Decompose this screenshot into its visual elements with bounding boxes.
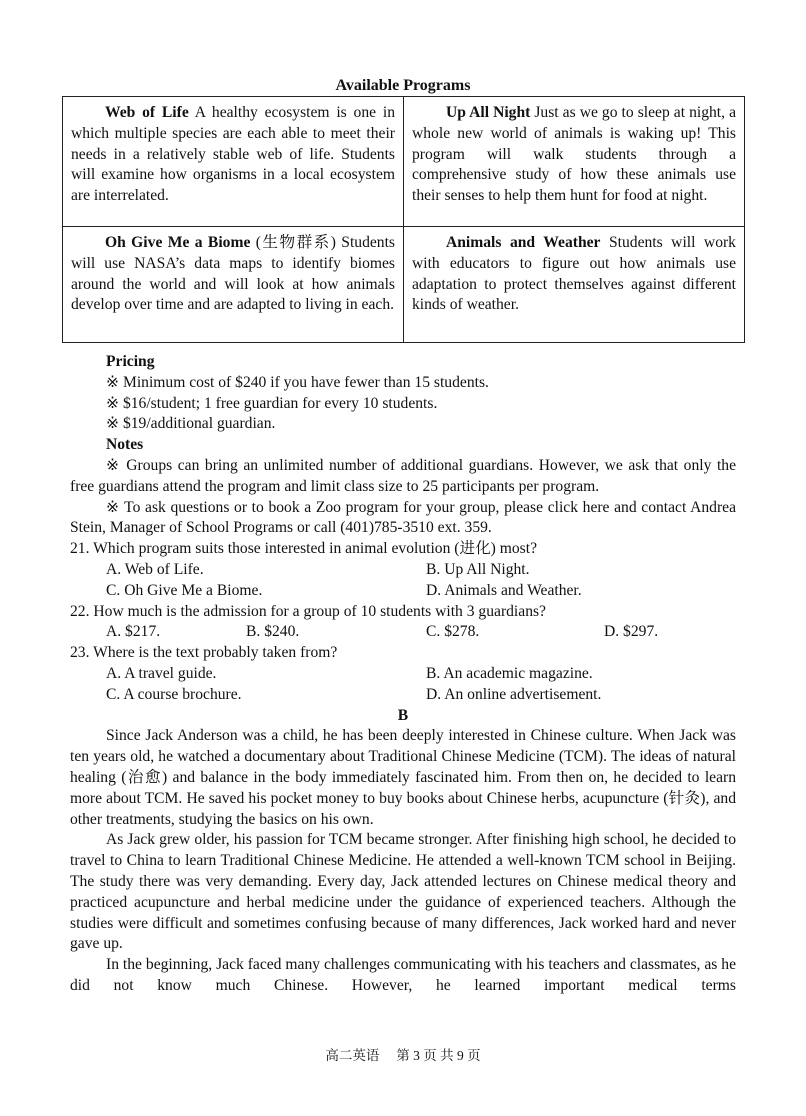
option: B. Up All Night. <box>426 560 530 578</box>
program-desc: (生物群系) Students will use NASA’s data maps to identify biomes around the world and will look at how animals develop over time and are adapted to living in each. <box>71 234 396 314</box>
program-cell-animals-weather <box>404 227 745 343</box>
passage-paragraph: In the beginning, Jack faced many challenges communicating with his teachers and classmates, as he did not know much Chinese. However, he learned important medical terms <box>70 956 736 994</box>
question-options <box>70 622 736 643</box>
pricing-item: ※ $16/student; 1 free guardian for every 10 students. <box>106 394 438 412</box>
question-stem: 21. Which program suits those interested in animal evolution (进化) most? <box>70 540 538 558</box>
option: C. $278. <box>426 623 480 641</box>
option: D. An online advertisement. <box>426 685 602 703</box>
question-stem: 22. How much is the admission for a group of 10 students with 3 guardians? <box>70 602 546 620</box>
program-cell-biome <box>63 227 404 343</box>
question-options <box>70 581 736 602</box>
pricing-item: ※ Minimum cost of $240 if you have fewer than 15 students. <box>106 373 489 391</box>
program-desc: Students will work with educators to figure out how animals use adaptation to protect themselves against different kinds of weather. <box>412 234 736 314</box>
note-item: ※ To ask questions or to book a Zoo program for your group, please click here and contact Andrea Stein, Manager of School Programs or call (401)785-3510 ext. 359. <box>70 498 736 537</box>
question-options <box>70 664 736 685</box>
pricing-section <box>70 352 736 997</box>
question-options <box>70 560 736 581</box>
program-name: Web of Life <box>105 104 189 121</box>
option: B. An academic magazine. <box>426 664 593 682</box>
option: D. $297. <box>604 623 659 641</box>
section-b-label: B <box>397 706 409 724</box>
option: C. Oh Give Me a Biome. <box>106 581 263 599</box>
programs-table <box>62 96 745 343</box>
option: B. $240. <box>246 623 300 641</box>
option: A. Web of Life. <box>106 560 204 578</box>
notes-heading: Notes <box>106 436 144 454</box>
program-name: Oh Give Me a Biome <box>105 234 251 251</box>
question-options <box>70 685 736 706</box>
program-cell-up-all-night <box>404 97 745 227</box>
option: D. Animals and Weather. <box>426 581 582 599</box>
program-desc: A healthy ecosystem is one in which multiple species are each able to meet their needs in a relatively stable web of life. Students will examine how organisms in a local ecosystem are interrelated. <box>71 104 395 205</box>
pricing-heading: Pricing <box>106 353 155 370</box>
note-item: ※ Groups can bring an unlimited number of additional guardians. However, we ask that only the free guardians attend the program and limit class size to 25 participants per program. <box>70 456 736 495</box>
program-cell-web-of-life <box>63 97 404 227</box>
program-name: Up All Night <box>446 104 531 121</box>
pricing-item: ※ $19/additional guardian. <box>106 415 276 433</box>
question-stem: 23. Where is the text probably taken from? <box>70 644 338 662</box>
programs-title: Available Programs <box>335 77 471 94</box>
option: A. A travel guide. <box>106 664 217 682</box>
program-name: Animals and Weather <box>446 234 601 251</box>
page-footer: 高二英语 第 3 页 共 9 页 <box>325 1048 481 1063</box>
program-desc: Just as we go to sleep at night, a whole new world of animals is waking up! This program will walk students through a comprehensive study of how these animals use their senses to help them hunt for food at night. <box>412 104 736 205</box>
passage-paragraph: As Jack grew older, his passion for TCM became stronger. After finishing high school, he decided to travel to China to learn Traditional Chinese Medicine. He attended a well-known TCM school in Beijing. The study there was very demanding. Every day, Jack attended lectures on Chinese medical theory and practiced acupuncture and herbal medicine under the guidance of experienced teachers. Although the studies were difficult and sometimes confusing because of many differences, Jack worked hard and never gave up. <box>70 831 736 953</box>
option: C. A course brochure. <box>106 685 242 703</box>
passage-paragraph: Since Jack Anderson was a child, he has been deeply interested in Chinese culture. When Jack was ten years old, he watched a documentary about Traditional Chinese Medicine (TCM). The ideas of natural healing (治愈) and balance in the body immediately fascinated him. From then on, he decided to learn more about TCM. He saved his pocket money to buy books about Chinese herbs, acupuncture (针灸), and other treatments, studying the basics on his own. <box>70 727 736 828</box>
option: A. $217. <box>106 623 161 641</box>
